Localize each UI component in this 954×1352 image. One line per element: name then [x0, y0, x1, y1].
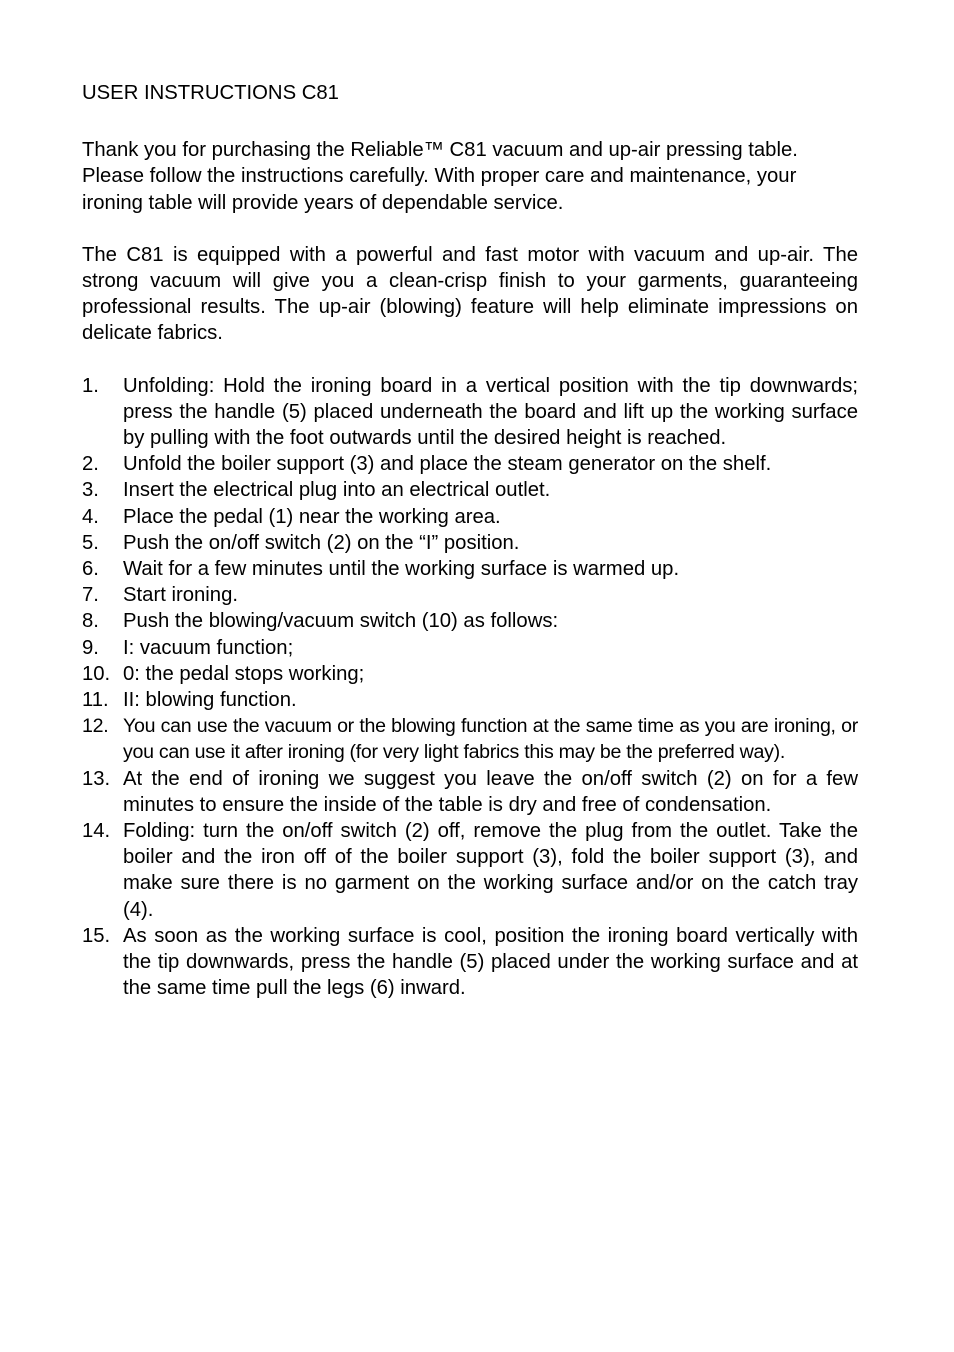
step-number: 6.	[82, 558, 99, 581]
step-text: Folding: turn the on/off switch (2) off, remove the plug from the outlet. Take the boiler and the iron off of the boiler support (3), fold the boiler support (3), and make sure there is no garment on the working surface and/or on the catch tray (4).	[123, 820, 858, 921]
step-number: 7.	[82, 584, 99, 607]
step-item	[82, 582, 858, 608]
step-text: As soon as the working surface is cool, position the ironing board vertically with the tip downwards, press the handle (5) placed under the working surface and at the same time pull the legs (6) inward.	[123, 924, 858, 1000]
step-number: 11.	[82, 689, 109, 712]
step-item	[82, 661, 858, 687]
step-number: 15.	[82, 924, 111, 947]
intro-paragraph: Thank you for purchasing the Reliable™ C81 vacuum and up-air pressing table. Please follow the instructions carefully. With proper care and maintenance, your ironing table will provide years of dependable service.	[82, 139, 798, 214]
step-number: 8.	[82, 610, 99, 633]
instruction-steps-list	[82, 373, 858, 1002]
step-item	[82, 687, 858, 713]
step-number: 9.	[82, 636, 99, 659]
step-text: Place the pedal (1) near the working area.	[123, 505, 501, 528]
step-item	[82, 818, 858, 923]
step-text: You can use the vacuum or the blowing function at the same time as you are ironing, or you can use it after ironing (for very light fabrics this may be the preferred way).	[123, 715, 858, 764]
step-text: Unfold the boiler support (3) and place the steam generator on the shelf.	[123, 453, 772, 476]
document-title: USER INSTRUCTIONS C81	[82, 82, 339, 104]
step-text: II: blowing function.	[123, 689, 297, 712]
step-item	[82, 923, 858, 1002]
step-text: Unfolding: Hold the ironing board in a vertical position with the tip downwards; press the handle (5) placed underneath the board and lift up the working surface by pulling with the foot outwards until the desired height is reached.	[123, 374, 858, 450]
step-number: 4.	[82, 505, 99, 528]
step-item	[82, 713, 858, 765]
step-item	[82, 504, 858, 530]
step-text: I: vacuum function;	[123, 636, 294, 659]
step-item	[82, 477, 858, 503]
step-item	[82, 451, 858, 477]
step-item	[82, 556, 858, 582]
step-text: 0: the pedal stops working;	[123, 662, 365, 685]
step-number: 2.	[82, 453, 99, 476]
step-text: Push the on/off switch (2) on the “I” position.	[123, 531, 520, 554]
step-text: Insert the electrical plug into an electrical outlet.	[123, 479, 551, 502]
step-item	[82, 766, 858, 818]
step-number: 14.	[82, 820, 111, 843]
step-text: Start ironing.	[123, 584, 238, 607]
step-item	[82, 608, 858, 634]
step-item	[82, 373, 858, 452]
step-number: 3.	[82, 479, 99, 502]
step-text: Wait for a few minutes until the working surface is warmed up.	[123, 558, 680, 581]
step-number: 13.	[82, 767, 111, 790]
step-item	[82, 530, 858, 556]
step-number: 12.	[82, 715, 109, 738]
description-paragraph: The C81 is equipped with a powerful and fast motor with vacuum and up-air. The strong vacuum will give you a clean-crisp finish to your garments, guaranteeing professional results. The up-air (blowing) feature will help eliminate impressions on delicate fabrics.	[82, 243, 858, 345]
step-text: Push the blowing/vacuum switch (10) as follows:	[123, 610, 559, 633]
step-number: 1.	[82, 374, 99, 397]
step-item	[82, 635, 858, 661]
document-page	[82, 80, 858, 1002]
step-text: At the end of ironing we suggest you leave the on/off switch (2) on for a few minutes to ensure the inside of the table is dry and free of condensation.	[123, 767, 858, 816]
step-number: 5.	[82, 531, 99, 554]
step-number: 10.	[82, 662, 111, 685]
